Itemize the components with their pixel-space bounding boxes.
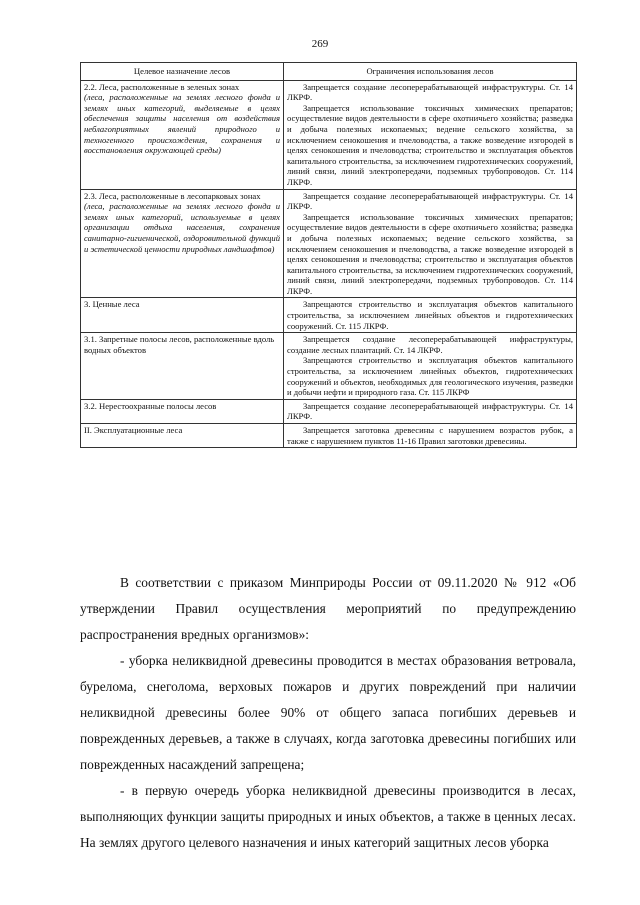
table-row: [81, 80, 577, 189]
restriction-text: Запрещается создание лесоперерабатывающей инфраструктуры. Ст. 14 ЛКРФ.: [287, 400, 573, 422]
restriction-text: Запрещается использование токсичных химических препаратов; осуществление видов деятельности в сфере охотничьего хозяйства; разведка и добыча полезных ископаемых; ведение сельского хозяйства, за исключением сенокошения и пчеловодства, а также возведение изгородей в целях сенокошения и пчеловодства; строительство и эксплуатация объектов капитального строительства, за исключением гидротехнических сооружений, линий связи, линий электропередачи, подземных трубопроводов. Ст. 114 ЛКРФ.: [287, 211, 573, 296]
purpose-cell: [81, 424, 284, 448]
purpose-title: 3.2. Нерестоохранные полосы лесов: [84, 400, 217, 411]
body-paragraph: В соответствии с приказом Минприроды России от 09.11.2020 № 912 «Об утверждении Правил осуществления мероприятий по предупреждению распространения вредных организмов»:: [80, 575, 576, 642]
table-row: [81, 424, 577, 448]
restriction-text: Запрещается создание лесоперерабатывающей инфраструктуры, создание лесных плантаций. Ст. 14 ЛКРФ.: [287, 334, 573, 355]
page-number: 269: [311, 38, 329, 50]
purpose-note: (леса, расположенные на землях лесного фонда и землях иных категорий, используемые в целях организации отдыха населения, сохранения санитарно-гигиенической, оздоровительной функций и эстетической ценности природных ландшафтов): [84, 201, 280, 254]
purpose-note: (леса, расположенные на землях лесного фонда и землях иных категорий, выделяемые в целях обеспечения защиты населения от воздействия неблагоприятных явлений природного и техногенного происхождения, сохранения и восстановления окружающей среды): [84, 92, 280, 156]
restriction-text: Запрещается создание лесоперерабатывающей инфраструктуры. Ст. 14 ЛКРФ.: [287, 81, 573, 103]
purpose-title: 3.1. Запретные полосы лесов, расположенные вдоль водных объектов: [84, 334, 275, 355]
table-row: [81, 333, 577, 400]
purpose-cell: [81, 298, 284, 333]
restriction-text: Запрещаются строительство и эксплуатация объектов капитального строительства, за исключением линейных объектов, гидротехнических сооружений и объектов, необходимых для геологического изучения, разведки и добычи нефти и природного газа. Ст. 115 ЛКРФ: [287, 355, 573, 398]
restriction-cell: [284, 333, 577, 400]
restriction-text: Запрещается заготовка древесины с нарушением возрастов рубок, а также с нарушением пунктов 11-16 Правил заготовки древесины.: [287, 425, 573, 446]
purpose-title: 2.3. Леса, расположенные в лесопарковых зонах: [84, 190, 261, 201]
purpose-cell: [81, 80, 284, 189]
restriction-text: Запрещается создание лесоперерабатывающей инфраструктуры. Ст. 14 ЛКРФ.: [287, 190, 573, 212]
body-text: [80, 570, 576, 856]
purpose-title: 2.2. Леса, расположенные в зеленых зонах: [84, 81, 240, 92]
restriction-text: Запрещаются строительство и эксплуатация объектов капитального строительства, за исключением линейных объектов и гидротехнических сооружений. Ст. 115 ЛКРФ.: [287, 299, 573, 331]
restriction-cell: [284, 189, 577, 298]
table-row: [81, 189, 577, 298]
purpose-title: 3. Ценные леса: [84, 299, 140, 310]
restriction-cell: [284, 298, 577, 333]
restriction-cell: [284, 424, 577, 448]
purpose-cell: [81, 399, 284, 423]
purpose-cell: [81, 189, 284, 298]
purpose-title: II. Эксплуатационные леса: [84, 425, 183, 435]
body-paragraph: - в первую очередь уборка неликвидной древесины производится в лесах, выполняющих функции защиты природных и иных объектов, а также в ценных лесах. На землях другого целевого назначения и иных категорий защитных лесов уборка: [80, 783, 576, 850]
forest-restrictions-table: [80, 62, 577, 448]
restriction-text: Запрещается использование токсичных химических препаратов; осуществление видов деятельности в сфере охотничьего хозяйства; разведка и добыча полезных ископаемых; ведение сельского хозяйства, за исключением сенокошения и пчеловодства, а также возведение изгородей в целях сенокошения и пчеловодства; строительство и эксплуатация объектов капитального строительства, за исключением гидротехнических сооружений, линий связи, линий электропередачи, подземных трубопроводов. Ст. 114 ЛКРФ.: [287, 102, 573, 187]
header-restrictions: Ограничения использования лесов: [284, 63, 577, 81]
restriction-cell: [284, 399, 577, 423]
restriction-cell: [284, 80, 577, 189]
table-row: [81, 298, 577, 333]
purpose-cell: [81, 333, 284, 400]
table-row: [81, 399, 577, 423]
table-header-row: [81, 63, 577, 81]
body-paragraph: - уборка неликвидной древесины проводится в местах образования ветровала, бурелома, снеголома, верховых пожаров и других повреждений при наличии неликвидной древесины более 90% от общего запаса погибших деревьев и поврежденных деревьев, а также в случаях, когда заготовка древесины погибших или поврежденных насаждений запрещена;: [80, 653, 576, 772]
header-purpose: Целевое назначение лесов: [81, 63, 284, 81]
